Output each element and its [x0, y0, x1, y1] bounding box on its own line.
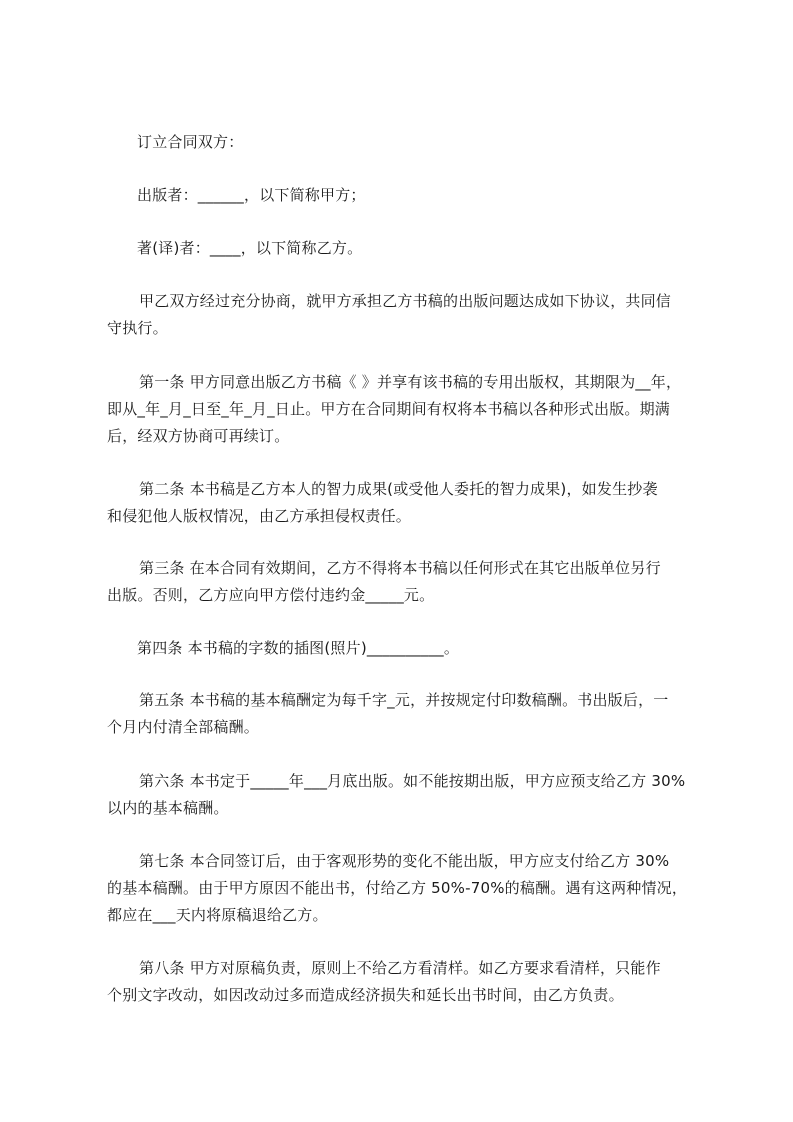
publisher-line: 出版者：______，以下简称甲方；	[137, 186, 366, 204]
preamble-line-2: 守执行。	[107, 319, 168, 337]
article-8-line-1: 第八条 甲方对原稿负责，原则上不给乙方看清样。如乙方要求看清样，只能作	[139, 959, 661, 977]
article-3-line-1: 第三条 在本合同有效期间，乙方不得将本书稿以任何形式在其它出版单位另行	[139, 559, 661, 577]
article-5-line-1: 第五条 本书稿的基本稿酬定为每千字_元，并按规定付印数稿酬。书出版后，一	[139, 691, 669, 709]
article-7-line-3: 都应在___天内将原稿退给乙方。	[107, 906, 328, 924]
article-3-line-2: 出版。否则，乙方应向甲方偿付违约金_____元。	[107, 586, 435, 604]
article-8-line-2: 个别文字改动，如因改动过多而造成经济损失和延长出书时间，由乙方负责。	[107, 986, 624, 1004]
article-7-line-2: 的基本稿酬。由于甲方原因不能出书，付给乙方 50%-70%的稿酬。遇有这两种情况，	[107, 879, 688, 897]
article-2-line-1: 第二条 本书稿是乙方本人的智力成果(或受他人委托的智力成果)，如发生抄袭	[139, 480, 658, 498]
article-4-line-1: 第四条 本书稿的字数的插图(照片)__________。	[137, 639, 460, 657]
article-2-line-2: 和侵犯他人版权情况，由乙方承担侵权责任。	[107, 507, 412, 525]
article-7-line-1: 第七条 本合同签订后，由于客观形势的变化不能出版，甲方应支付给乙方 30%	[139, 852, 670, 870]
article-1-line-3: 后，经双方协商可再续订。	[107, 427, 290, 445]
preamble-line-1: 甲乙双方经过充分协商，就甲方承担乙方书稿的出版问题达成如下协议，共同信	[139, 292, 672, 310]
article-1-line-1: 第一条 甲方同意出版乙方书稿《 》并享有该书稿的专用出版权，其期限为__年，	[139, 373, 682, 391]
author-line: 著(译)者：____，以下简称乙方。	[137, 239, 363, 257]
article-5-line-2: 个月内付清全部稿酬。	[107, 718, 260, 736]
article-1-line-2: 即从_年_月_日至_年_月_日止。甲方在合同期间有权将本书稿以各种形式出版。期满	[107, 400, 671, 418]
article-6-line-1: 第六条 本书定于_____年___月底出版。如不能按期出版，甲方应预支给乙方 30%	[139, 772, 686, 790]
article-6-line-2: 以内的基本稿酬。	[107, 799, 229, 817]
contract-parties-heading: 订立合同双方：	[137, 133, 244, 151]
